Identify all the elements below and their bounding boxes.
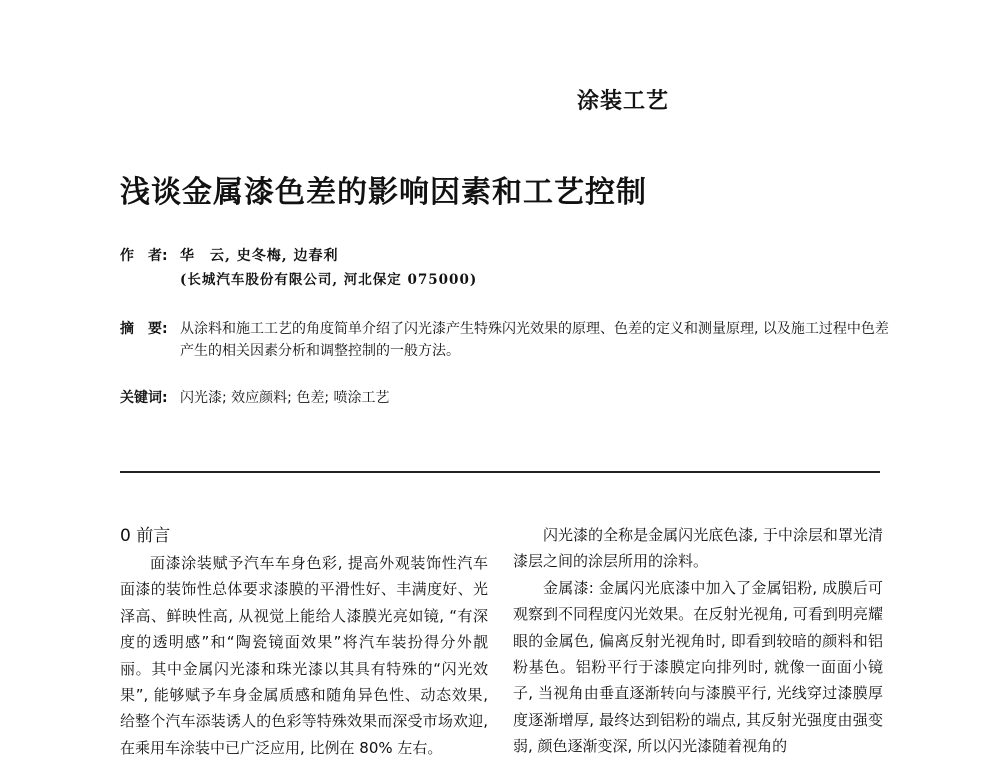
- metallic-paint-paragraph: 金属漆: 金属闪光底漆中加入了金属铝粉, 成膜后可观察到不同程度闪光效果。在反射光视角, 可看到明亮耀眼的金属色, 偏离反射光视角时, 即看到较暗的颜料和铝粉基色。铝粉平行于漆膜定向排列时, 就像一面面小镜子, 当视角由垂直逐渐转向与漆膜平行, 光线穿过漆膜厚度逐渐增厚, 最终达到铝粉的端点, 其反射光强度由强变弱, 颜色逐渐变深, 所以闪光漆随着视角的: [513, 578, 883, 756]
- intro-paragraph: 面漆涂装赋予汽车车身色彩, 提高外观装饰性汽车面漆的装饰性总体要求漆膜的平滑性好、丰满度好、光泽高、鲜映性高, 从视觉上能给人漆膜光亮如镜, “有深度的透明感”和“陶瓷镜面效果”将汽车装扮得分外靓丽。其中金属闪光漆和珠光漆以其具有特殊的“闪光效果”, 能够赋予车身金属质感和随角异色性、动态效果, 给整个汽车添装诱人的色彩等特殊效果而深受市场欢迎, 在乘用车涂装中已广泛应用, 比例在 80% 左右。: [120, 554, 488, 757]
- right-column: [513, 522, 883, 759]
- keywords-label: 关键词:: [120, 390, 168, 406]
- keywords-text: 闪光漆; 效应颜料; 色差; 喷涂工艺: [180, 390, 390, 406]
- header-divider: [120, 471, 880, 473]
- abstract-label: 摘 要:: [120, 321, 168, 337]
- section-heading: 0 前言: [120, 526, 171, 546]
- section-tag: 涂装工艺: [577, 89, 670, 114]
- abstract-text: 从涂料和施工工艺的角度简单介绍了闪光漆产生特殊闪光效果的原理、色差的定义和测量原理, 以及施工过程中色差产生的相关因素分析和调整控制的一般方法。: [180, 321, 889, 359]
- definition-paragraph: 闪光漆的全称是金属闪光底色漆, 于中涂层和罩光清漆层之间的涂层所用的涂料。: [513, 526, 883, 571]
- left-column: [120, 522, 488, 759]
- keywords-row: [120, 387, 390, 409]
- author-row: [120, 245, 339, 267]
- abstract-block: [120, 318, 900, 362]
- author-label: 作 者:: [120, 248, 168, 264]
- article-title: 浅谈金属漆色差的影响因素和工艺控制: [120, 175, 647, 210]
- author-names: 华 云, 史冬梅, 边春利: [180, 248, 339, 264]
- author-affiliation: (长城汽车股份有限公司, 河北保定 075000): [180, 272, 478, 288]
